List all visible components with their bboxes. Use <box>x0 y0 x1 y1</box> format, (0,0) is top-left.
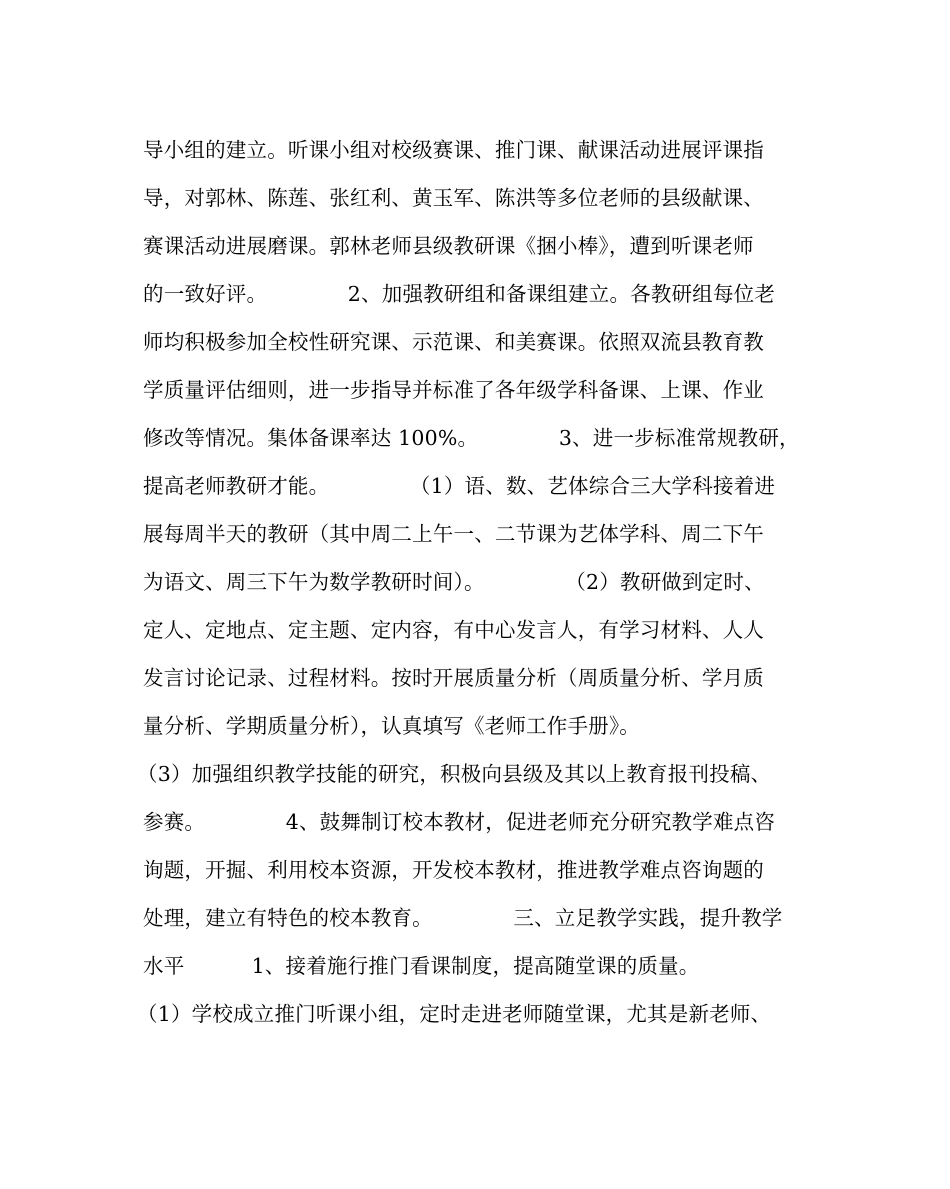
text-line: 导，对郭林、陈莲、张红利、黄玉军、陈洪等多位老师的县级献课、 <box>143 186 764 210</box>
body-text <box>137 126 823 1038</box>
text-line: （3）加强组织教学技能的研究，积极向县级及其以上教育报刊投稿、 <box>137 762 772 786</box>
text-line: 修改等情况。集体备课率达 100%。 3、进一步标准常规教研， <box>143 426 800 450</box>
text-line: 发言讨论记录、过程材料。按时开展质量分析（周质量分析、学月质 <box>143 666 764 690</box>
text-line: 处理，建立有特色的校本教育。 三、立足教学实践，提升教学 <box>143 906 783 930</box>
text-line: 导小组的建立。听课小组对校级赛课、推门课、献课活动进展评课指 <box>143 138 764 162</box>
text-line: 学质量评估细则，进一步指导并标准了各年级学科备课、上课、作业 <box>143 378 764 402</box>
text-line: 询题，开掘、利用校本资源，开发校本教材，推进教学难点咨询题的 <box>143 858 764 882</box>
text-line: 参赛。 4、鼓舞制订校本教材，促进老师充分研究教学难点咨 <box>143 810 776 834</box>
text-line: 水平 1、接着施行推门看课制度，提高随堂课的质量。 <box>143 954 700 978</box>
text-line: 师均积极参加全校性研究课、示范课、和美赛课。依照双流县教育教 <box>143 330 764 354</box>
text-line: （1）学校成立推门听课小组，定时走进老师随堂课，尤其是新老师、 <box>137 1002 772 1026</box>
text-line: 的一致好评。 2、加强教研组和备课组建立。各教研组每位老 <box>143 282 776 306</box>
text-line: 提高老师教研才能。 （1）语、数、艺体综合三大学科接着进 <box>143 474 776 498</box>
text-line: 定人、定地点、定主题、定内容，有中心发言人，有学习材料、人人 <box>143 618 764 642</box>
text-line: 为语文、周三下午为数学教研时间）。 （2）教研做到定时、 <box>143 570 765 594</box>
text-line: 展每周半天的教研（其中周二上午一、二节课为艺体学科、周二下午 <box>143 522 764 546</box>
text-line: 赛课活动进展磨课。郭林老师县级教研课《捆小棒》，遭到听课老师 <box>143 234 754 258</box>
text-line: 量分析、学期质量分析），认真填写《老师工作手册》。 <box>143 714 640 738</box>
